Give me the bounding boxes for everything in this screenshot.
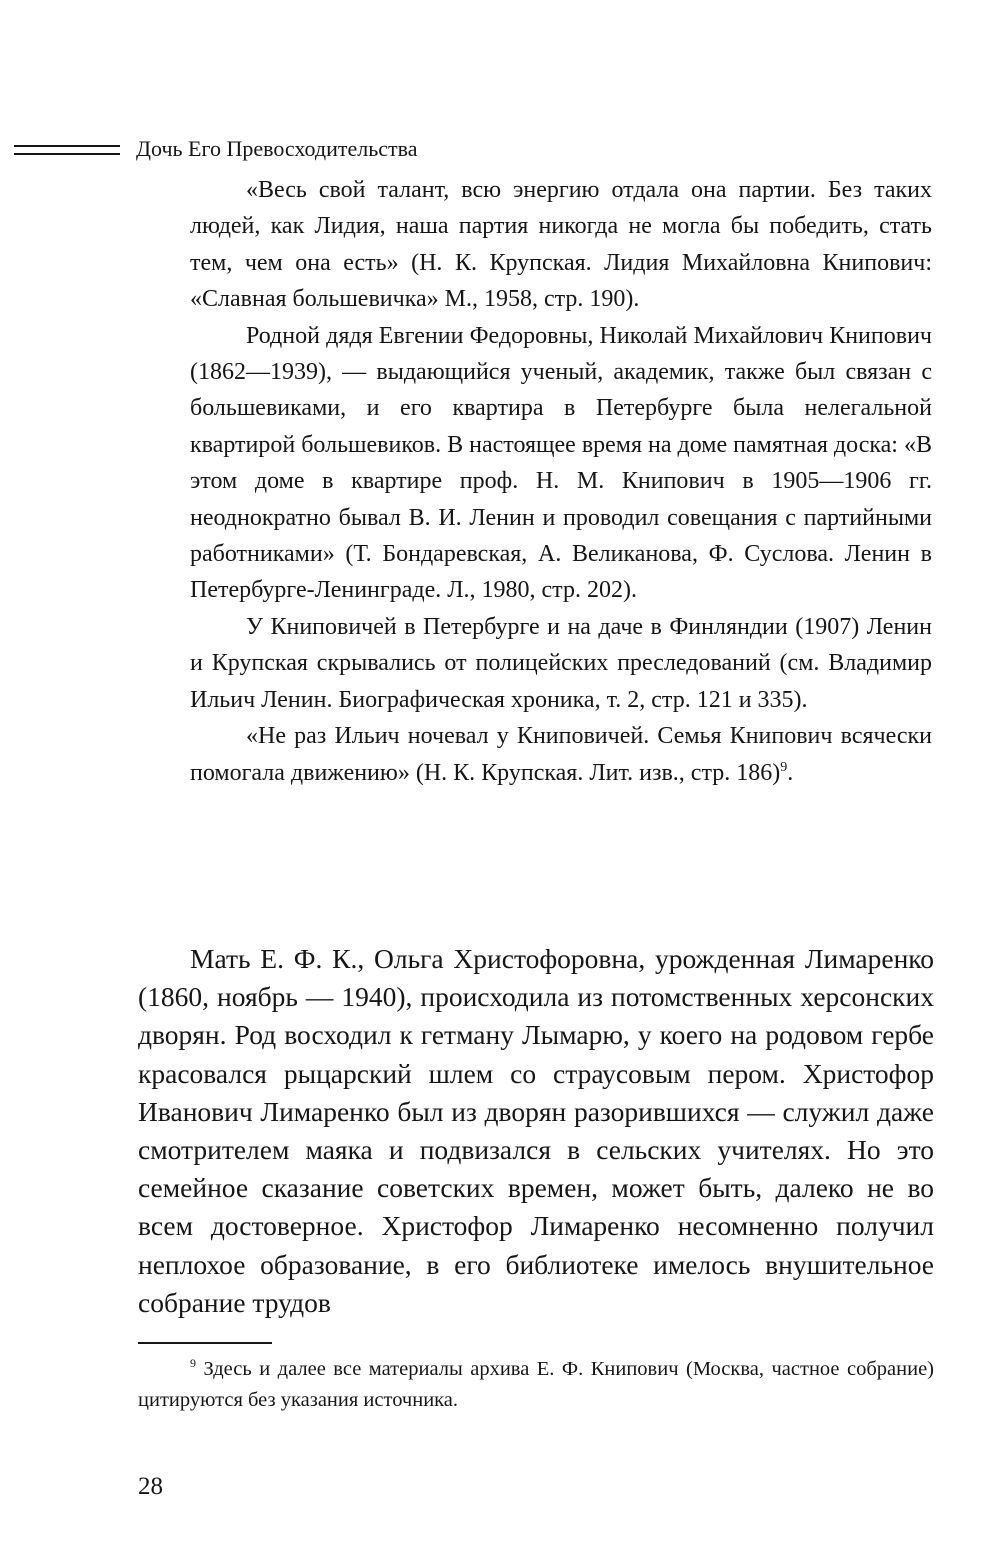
footnote-reference: 9 (780, 759, 788, 775)
running-title: Дочь Его Превосходительства (136, 136, 418, 161)
footnote-marker: 9 (190, 1356, 196, 1371)
quote-paragraph-4 (190, 718, 932, 791)
header-double-rule (14, 145, 120, 155)
quote-paragraph-4-text: «Не раз Ильич ночевал у Книповичей. Семья Книпович всячески помогала движению» (Н. К. Крупская. Лит. изв., стр. 186) (190, 723, 932, 786)
body-paragraph: Мать Е. Ф. К., Ольга Христофоровна, урожденная Лимаренко (1860, ноябрь — 1940), происходила из потомственных херсонских дворян. Род восходил к гетману Лымарю, у коего на родовом гербе красовался рыцарский шлем со страусовым пером. Христофор Иванович Лимаренко был из дворян разорившихся — служил даже смотрителем маяка и подвизался в сельских учителях. Но это семейное сказание советских времен, может быть, далеко не во всем достоверное. Христофор Лимаренко несомненно получил неплохое образование, в его библиотеке имелось внушительное собрание трудов (138, 943, 934, 1318)
quote-paragraph-1: «Весь свой талант, всю энергию отдала она партии. Без таких людей, как Лидия, наша партия никогда не могла бы победить, стать тем, чем она есть» (Н. К. Крупская. Лидия Михайловна Книпович: «Славная большевичка» М., 1958, стр. 190). (190, 177, 932, 313)
footnote-text: Здесь и далее все материалы архива Е. Ф. Книпович (Москва, частное собрание) цитируются без указания источника. (138, 1358, 934, 1411)
quoted-block (190, 172, 932, 791)
footnote-paragraph (138, 1354, 934, 1415)
quote-paragraph-4-end: . (787, 759, 794, 786)
footnote-separator (138, 1342, 272, 1344)
quote-paragraph-3: У Книповичей в Петербурге и на даче в Финляндии (1907) Ленин и Крупская скрывались от полицейских преследований (см. Владимир Ильич Ленин. Биографическая хроника, т. 2, стр. 121 и 335). (190, 613, 932, 713)
main-text (138, 940, 934, 1322)
page-number: 28 (138, 1473, 163, 1500)
quote-paragraph-2: Родной дядя Евгении Федоровны, Николай Михайлович Книпович (1862—1939), — выдающийся ученый, академик, также был связан с большевиками, и его квартира в Петербурге была нелегальной квартирой большевиков. В настоящее время на доме памятная доска: «В этом доме в квартире проф. Н. М. Книпович в 1905—1906 гг. неоднократно бывал В. И. Ленин и проводил совещания с партийными работниками» (Т. Бондаревская, А. Великанова, Ф. Суслова. Ленин в Петербурге-Ленинграде. Л., 1980, стр. 202). (190, 322, 932, 604)
footnote (138, 1354, 934, 1415)
running-header (14, 134, 418, 164)
